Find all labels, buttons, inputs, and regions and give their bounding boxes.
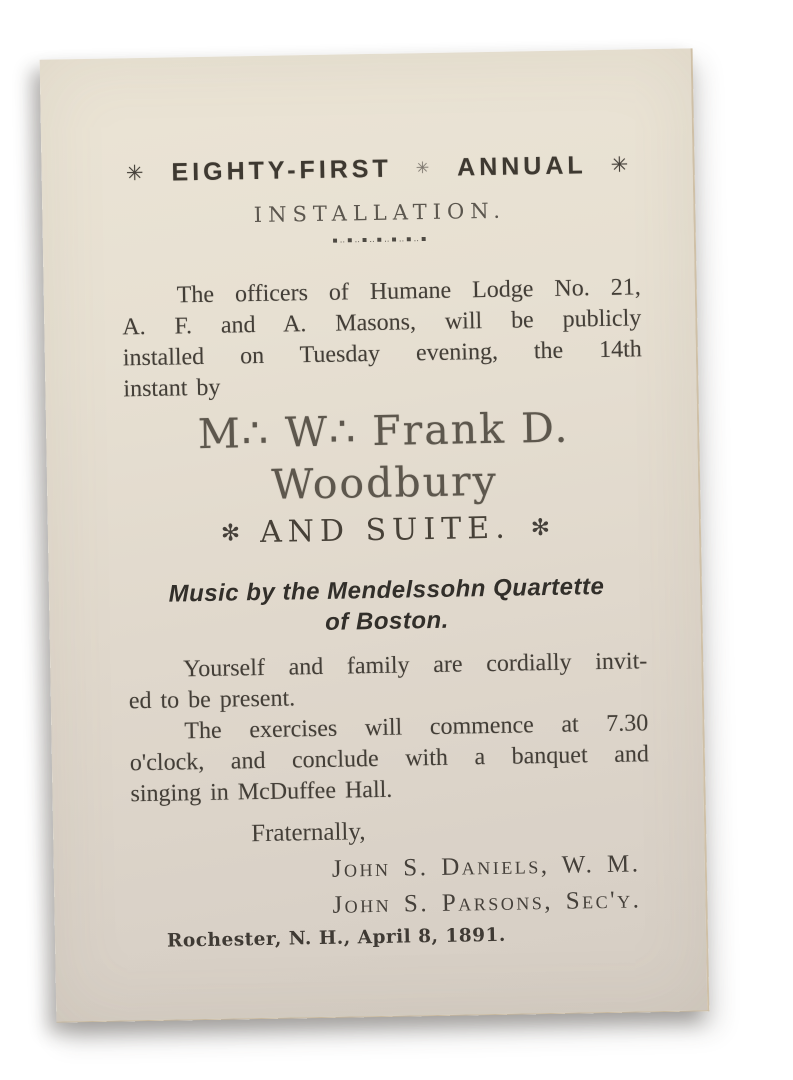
asterisk-ornament-icon: ✳ bbox=[610, 152, 633, 177]
intro-line: The officers of Humane Lodge No. 21, bbox=[176, 274, 641, 309]
installation-invitation-card bbox=[40, 48, 710, 1022]
music-credit bbox=[127, 570, 647, 641]
asterisk-ornament-icon: ✳ bbox=[125, 160, 148, 186]
exercises-paragraph bbox=[129, 708, 650, 810]
floral-asterisk-icon: ✻ bbox=[530, 514, 551, 542]
honoree-name: M∴ W∴ Frank D. Woodbury bbox=[197, 403, 570, 509]
place-and-date-line: Rochester, N. H., April 8, 1891. bbox=[166, 924, 507, 952]
intro-line: installed on Tuesday evening, the 14th bbox=[122, 336, 643, 372]
invitation-paragraph bbox=[128, 646, 648, 717]
invitation-line: Yourself and family are cordially invit- bbox=[183, 648, 648, 683]
intro-line: A. F. and A. Masons, will be publicly bbox=[122, 305, 642, 341]
exercises-line: o'clock, and conclude with a banquet and bbox=[129, 741, 650, 777]
title-word-annual: ANNUAL bbox=[456, 151, 587, 182]
and-suite-text: AND SUITE. bbox=[259, 510, 512, 550]
floral-asterisk-icon: ✻ bbox=[220, 520, 241, 547]
card-subtitle: INSTALLATION. bbox=[253, 198, 507, 228]
intro-line: instant by bbox=[123, 374, 221, 403]
intro-paragraph bbox=[122, 272, 643, 405]
exercises-line: singing in McDuffee Hall. bbox=[130, 776, 393, 808]
music-line: of Boston. bbox=[324, 606, 450, 636]
asterisk-ornament-icon: ✳ bbox=[415, 157, 434, 178]
exercises-line: The exercises will commence at 7.30 bbox=[184, 710, 649, 745]
closing-salutation: Fraternally, bbox=[250, 818, 366, 848]
title-word-eighty-first: EIGHTY-FIRST bbox=[171, 154, 392, 187]
music-line: Music by the Mendelssohn Quartette bbox=[168, 572, 605, 608]
card-title bbox=[119, 149, 638, 188]
ornamental-divider: ▪‥▪‥▪‥▪‥▪‥▪‥▪ bbox=[332, 234, 429, 245]
invitation-line: ed to be present. bbox=[128, 685, 296, 715]
signature-worshipful-master: John S. Daniels, W. M. bbox=[331, 850, 641, 883]
and-suite-line bbox=[126, 508, 646, 553]
signature-secretary: John S. Parsons, Sec'y. bbox=[332, 886, 642, 919]
